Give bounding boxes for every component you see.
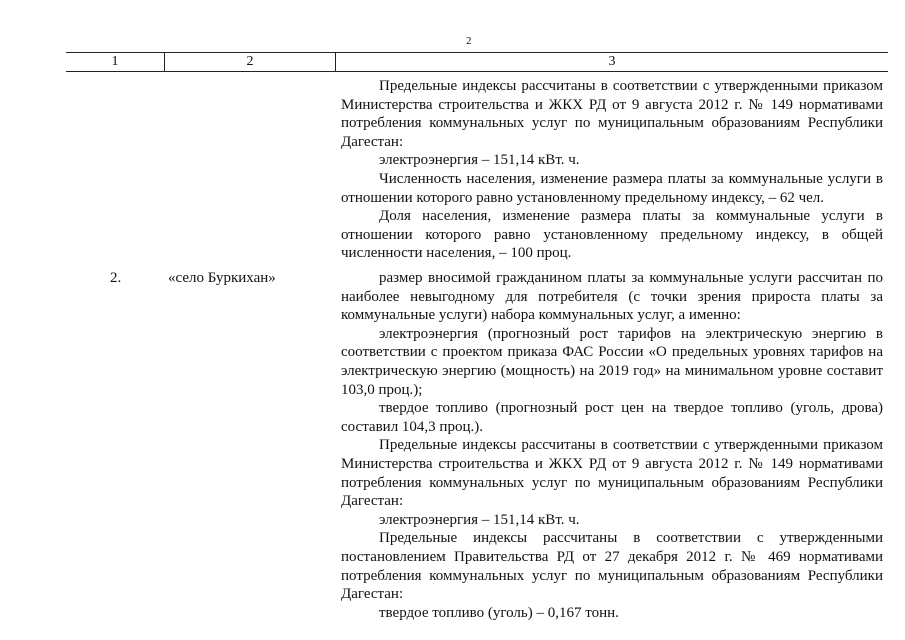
paragraph: электроэнергия (прогнозный рост тарифов на электрическую энергию в соответствии с проектом приказа ФАС России «О предельных уровнях тарифов на электрическую энергию (мощность) на 2019 год» на минимальном уровне составит 103,0 проц.); [341, 325, 883, 398]
paragraph: размер вносимой гражданином платы за коммунальные услуги рассчитан по наиболее невыгодному для потребителя (с точки зрения прироста платы за коммунальные услуги) набора коммунальных услуг, а именно: [341, 270, 883, 324]
page-number: 2 [466, 35, 472, 47]
table-header-row [66, 52, 888, 72]
column-header-2: 2 [246, 54, 254, 69]
column-header-3: 3 [608, 54, 616, 69]
row-number: 2. [110, 270, 122, 286]
row-2-text [341, 269, 883, 622]
paragraph: твердое топливо (уголь) – 0,167 тонн. [379, 604, 619, 621]
paragraph: Предельные индексы рассчитаны в соответствии с утвержденными постановлением Правительства РД от 27 декабря 2012 г. № 469 нормативами потребления коммунальных услуг по муниципальным образованиям Республики Дагестан: [341, 530, 883, 603]
paragraph: Численность населения, изменение размера платы за коммунальные услуги в отношении которого равно установленному предельному индексу, – 62 чел. [341, 170, 883, 206]
row-1-continuation-text [341, 77, 883, 263]
paragraph: электроэнергия – 151,14 кВт. ч. [379, 152, 580, 169]
settlement-name: «село Буркихан» [168, 270, 276, 286]
paragraph: Предельные индексы рассчитаны в соответствии с утвержденными приказом Министерства строительства и ЖКХ РД от 9 августа 2012 г. № 149 нормативами потребления коммунальных услуг по муниципальным образованиям Республики Дагестан: [341, 437, 883, 510]
column-header-1: 1 [111, 54, 119, 69]
paragraph: Предельные индексы рассчитаны в соответствии с утвержденными приказом Министерства строительства и ЖКХ РД от 9 августа 2012 г. № 149 нормативами потребления коммунальных услуг по муниципальным образованиям Республики Дагестан: [341, 78, 883, 150]
paragraph: Доля населения, изменение размера платы за коммунальные услуги в отношении которого равно установленному предельному индексу, в общей численности населения, – 100 проц. [341, 208, 883, 262]
paragraph: твердое топливо (прогнозный рост цен на твердое топливо (уголь, дрова) составил 104,3 проц.). [341, 400, 883, 435]
paragraph: электроэнергия – 151,14 кВт. ч. [379, 511, 580, 528]
